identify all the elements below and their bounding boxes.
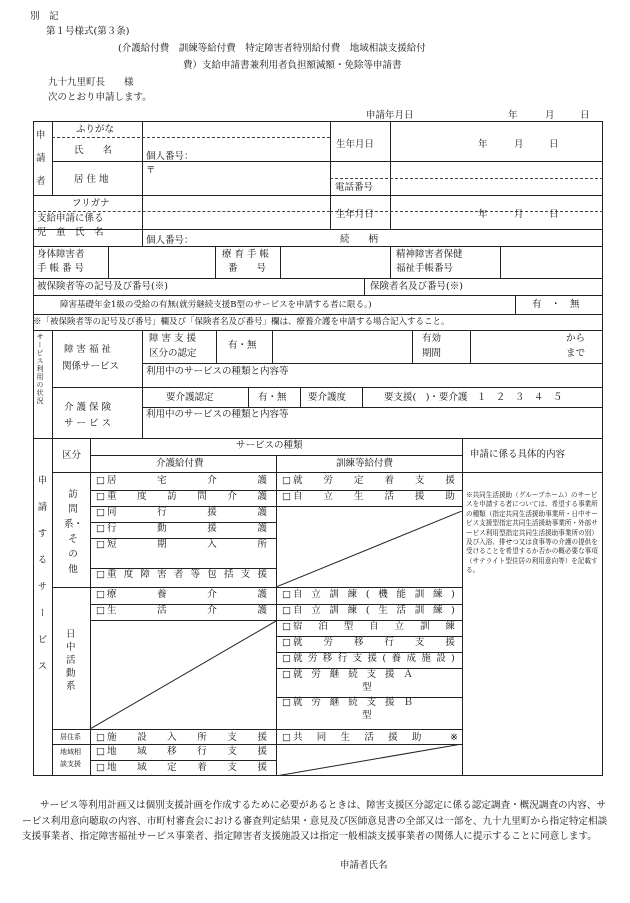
kyodo-item[interactable]: □ 共 同 生 活 援 助 ※ <box>282 732 458 743</box>
shintai-label-1: 身体障害者 <box>37 249 85 260</box>
kojin-bango-label: 個人番号： <box>146 151 194 162</box>
child-kojin-label: 個人番号： <box>146 235 194 246</box>
shintai-label-2: 手 帳 番 号 <box>37 263 85 274</box>
ryoiku-label-2: 番 号 <box>228 263 267 274</box>
kubun-label-2: 区分の認定 <box>149 348 197 359</box>
kaigo-label-2: サ ー ビ ス <box>64 418 112 429</box>
child-birth-label: 生年月日 <box>336 209 375 220</box>
services-side-label: 申請するサービス <box>35 475 47 687</box>
homon-label: 訪問系・その他 <box>64 489 84 575</box>
hihoken-label: 被保険者等の記号及び番号(※) <box>37 281 168 292</box>
yuko-kara: から <box>566 333 586 344</box>
date-year-label: 年 <box>508 110 518 121</box>
kaigo-label-1: 介 護 保 険 <box>64 402 112 413</box>
kubun-umu: 有・無 <box>228 340 257 351</box>
kunren-top-item-0[interactable]: □ 就 労 定 着 支 援 <box>282 475 455 486</box>
title-line-2: 費）支給申請書兼利用者負担額減額・免除等申請書 <box>183 60 402 71</box>
postal-mark: 〒 <box>146 165 156 176</box>
kyoju-label: 居住系 <box>60 733 81 741</box>
consent-text: サービス等利用計画又は個別支援計画を作成するために必要があるときは、障害支援区分認定に係る認定調査・概況調査の内容、サービス利用意向聴取の内容、市町村審査会における審査判定結果・意見及び医師意見書の全部又は一部を、九十九里町から指定特定相談支援事業者、指定障害福祉サービス事業者、指定障害者支援施設又は指定一般相談支援事業者の関係人に提示することに同意します。 <box>22 800 608 842</box>
ryoiku-label-1: 療 育 手 帳 <box>222 249 270 260</box>
kunren-nichu-item-5[interactable]: □ 就 労 継 続 支 援 Ａ <box>282 669 413 680</box>
address-label: 居 住 地 <box>74 174 109 185</box>
homon-item-0[interactable]: □ 居 宅 介 護 <box>96 475 267 486</box>
kunren-nichu-item-7[interactable]: □ 就 労 継 続 支 援 Ｂ <box>282 697 413 708</box>
birthdate-label: 生年月日 <box>336 139 375 150</box>
kunren-nichu-item-0[interactable]: □ 自 立 訓 練 ( 機 能 訓 練 ) <box>282 589 455 600</box>
yuko-made: まで <box>566 348 586 359</box>
status-side-label: サービス利用の状況 <box>36 333 44 405</box>
homon-item-4[interactable]: □ 短 期 入 所 <box>96 539 267 550</box>
date-day-label: 日 <box>580 110 590 121</box>
yuko-label-1: 有効 <box>422 333 442 344</box>
child-furigana-label: フリガナ <box>72 198 110 209</box>
hokensha-label: 保険者名及び番号(※) <box>370 281 463 292</box>
chiiki-label-2: 談支援 <box>60 760 81 768</box>
riyochu-label-2: 利用中のサービスの種類と内容等 <box>146 409 289 420</box>
chiiki-teichaku-item[interactable]: □ 地 域 定 着 支 援 <box>96 762 267 773</box>
shisetsu-item[interactable]: □ 施 設 入 所 支 援 <box>96 732 267 743</box>
relation-label: 続 柄 <box>340 234 379 245</box>
homon-item-3[interactable]: □ 行 動 援 護 <box>96 523 267 534</box>
fukushi-label-2: 関係サービス <box>62 361 120 372</box>
chiiki-iko-item[interactable]: □ 地 域 移 行 支 援 <box>96 746 267 757</box>
applicant-side-1: 申 <box>36 130 46 141</box>
kaigo-kyufu-header: 介護給付費 <box>156 458 204 469</box>
kunren-nichu-item-1[interactable]: □ 自 立 訓 練 ( 生 活 訓 練 ) <box>282 605 455 616</box>
date-label: 申請年月日 <box>366 110 414 121</box>
homon-item-2[interactable]: □ 同 行 援 護 <box>96 507 267 518</box>
homon-item-1[interactable]: □ 重 度 訪 問 介 護 <box>96 491 267 502</box>
yuko-label-2: 期間 <box>422 348 442 359</box>
name-label: 氏 名 <box>74 145 113 156</box>
pension-label: 障害基礎年金1級の受給の有無(就労継続支援B型のサービスを申請する者に限る。) <box>60 300 372 310</box>
date-month-label: 月 <box>545 110 555 121</box>
child-birth-day: 日 <box>549 209 559 220</box>
nichu-diagonal <box>90 621 276 729</box>
homon-item-5[interactable]: □ 重 度 障 害 者 等 包 括 支 援 <box>96 569 267 580</box>
kunren-kyufu-header: 訓練等給付費 <box>336 458 394 469</box>
birth-month: 月 <box>514 139 524 150</box>
seishin-label-2: 福祉手帳番号 <box>396 263 454 274</box>
nichu-label: 日中活動系 <box>66 629 76 692</box>
kyodo-note: ※共同生活援助（グループホーム）のサービスを申請する者については、希望する事業所の種類（指定共同生活援助事業所・日中サービス支援型指定共同生活援助事業所・外部サービス利用型指定共同生活援助事業所の別）及び入浴、排せつ又は食事等の介護の提供を受けることを希望するか否かの概必要な事項（サテライト型住居の利用意向等）を記載する。 <box>466 491 598 575</box>
child-birth-month: 月 <box>514 209 524 220</box>
birth-year: 年 <box>478 139 488 150</box>
seishin-label-1: 精神障害者保健 <box>396 249 463 260</box>
yokaigo-level: 要支援( )・要介護 １ ２ ３ ４ ５ <box>384 392 563 403</box>
yokaigodo-label: 要介護度 <box>308 392 347 403</box>
chiiki-diagonal <box>276 744 462 776</box>
kubun-header: 区分 <box>62 450 82 461</box>
title-line-1: (介護給付費 訓練等給付費 特定障害者特別給付費 地域相談支援給付 <box>118 43 426 54</box>
chiiki-label-1: 地域相 <box>60 748 81 756</box>
kunren-nichu-item-3[interactable]: □ 就 労 移 行 支 援 <box>282 637 455 648</box>
yokaigo-umu: 有・無 <box>258 392 287 403</box>
fukushi-label-1: 障 害 福 祉 <box>64 344 112 355</box>
phone-label: 電話番号 <box>335 182 374 193</box>
intro-text: 次のとおり申請します。 <box>48 92 152 103</box>
insurance-note: ※「被保険者等の記号及び番号」欄及び「保険者名及び番号」欄は、療養介護を申請する場合記入すること。 <box>33 317 450 327</box>
kunren-nichu-item-2[interactable]: □ 宿 泊 型 自 立 訓 練 <box>282 621 455 632</box>
applicant-side-3: 者 <box>36 176 46 187</box>
riyochu-label-1: 利用中のサービスの種類と内容等 <box>146 366 289 377</box>
child-label-1: 支給申請に係る <box>37 213 104 224</box>
nichu-kaigo-item-0[interactable]: □ 療 養 介 護 <box>96 589 267 600</box>
kunren-nichu-item-4[interactable]: □ 就 労 移 行 支 援 ( 養 成 施 設 ) <box>282 653 455 664</box>
birth-day: 日 <box>549 139 559 150</box>
furigana-label: ふりがな <box>76 124 115 135</box>
child-birth-year: 年 <box>478 209 488 220</box>
pension-umu: 有 ・ 無 <box>532 299 580 310</box>
kunren-top-item-1[interactable]: □ 自 立 生 活 援 助 <box>282 491 455 502</box>
shurui-header: サービスの種類 <box>236 440 303 451</box>
kunren-diagonal <box>276 511 462 587</box>
nichu-kaigo-item-1[interactable]: □ 生 活 介 護 <box>96 605 267 616</box>
kubun-label-1: 障 害 支 援 <box>149 333 197 344</box>
naiyo-header: 申請に係る具体的内容 <box>470 449 566 460</box>
yokaigo-label: 要介護認定 <box>166 392 214 403</box>
child-label-2: 児 童 氏 名 <box>37 227 104 238</box>
kunren-nichu-item-8: 型 <box>362 710 372 721</box>
signer-label: 申請者氏名 <box>340 860 388 871</box>
kunren-nichu-item-6: 型 <box>362 682 372 693</box>
applicant-side-2: 請 <box>36 153 46 164</box>
bekki-label: 別 記 <box>30 11 59 22</box>
form-number: 第１号様式(第３条) <box>46 26 130 37</box>
addressee: 九十九里町長 様 <box>48 77 134 88</box>
